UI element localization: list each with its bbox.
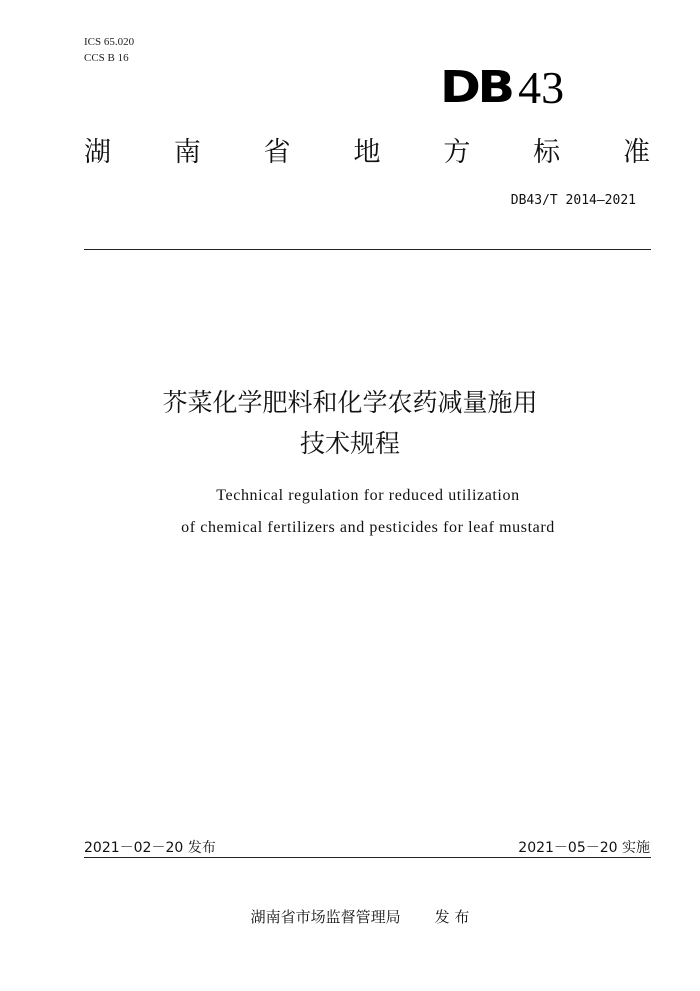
standard-title-char: 南 [173,137,201,168]
standard-title-char: 湖 [84,137,111,168]
standard-title-char: 标 [533,137,561,168]
logo-number: 43 [518,61,565,113]
issuer-name: 湖南省市场监督管理局 [250,908,401,926]
standard-title-char: 准 [622,137,650,168]
document-title-zh-line1: 芥菜化学肥料和化学农药减量施用 [162,388,538,417]
classification-codes [84,34,134,66]
ics-code: ICS 65.020 [84,36,135,48]
ccs-code: CCS B 16 [84,52,129,64]
document-title-zh-line2: 技术规程 [299,429,400,458]
standard-title-char: 省 [263,137,291,168]
issuer-action: 发 布 [434,908,470,926]
standard-code: DB43/T 2014—2021 [510,193,636,208]
standard-title-char: 方 [443,137,471,168]
logo-letters: DB [440,61,512,113]
bottom-divider [84,857,651,858]
implementation-date: 2021－05－20 实施 [518,840,650,856]
issue-date: 2021－02－20 发布 [84,840,216,856]
document-title-en-line2: of chemical fertilizers and pesticides for leaf mustard [181,519,555,536]
top-divider [84,249,651,250]
document-title-en-line1: Technical regulation for reduced utilization [216,487,520,504]
issuer-line [0,906,700,927]
standard-type-title [84,130,650,169]
db-logo [440,62,564,112]
standard-title-char: 地 [353,137,381,168]
